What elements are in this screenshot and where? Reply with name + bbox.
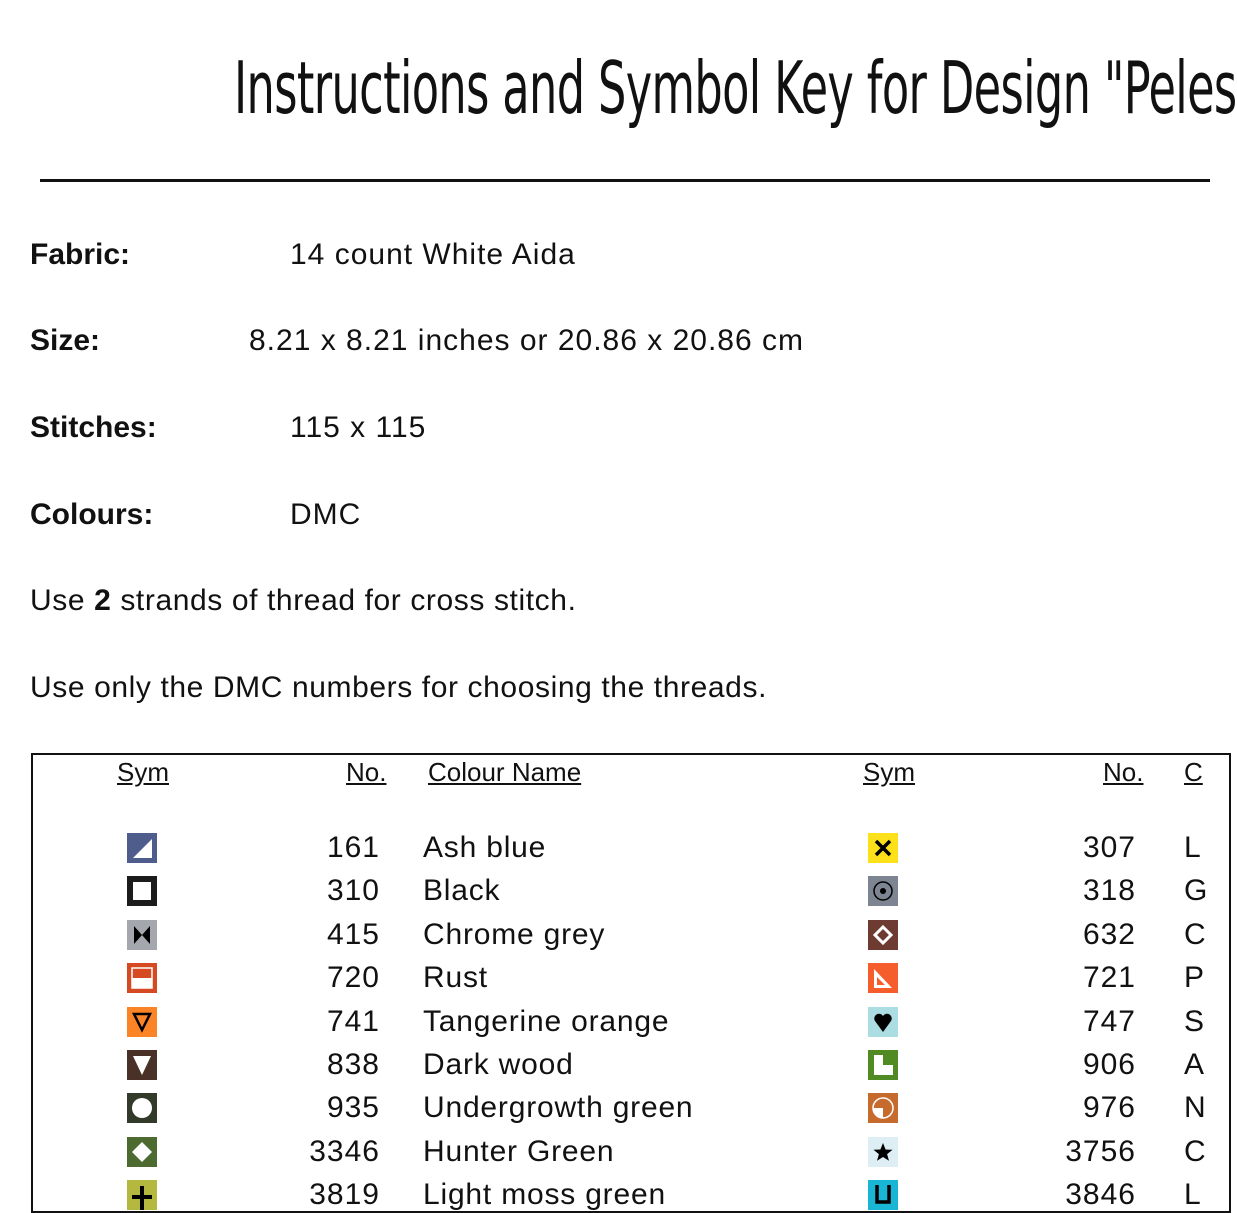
colour-name: Hunter Green	[423, 1134, 615, 1168]
colour-name: Chrome grey	[423, 917, 606, 951]
strands-prefix: Use	[30, 584, 95, 617]
title-divider	[40, 179, 1210, 182]
quarter-circle-icon	[868, 1093, 898, 1123]
colour-name: N	[1184, 1091, 1207, 1125]
size-label: Size:	[30, 324, 101, 357]
colour-name: Undergrowth green	[423, 1091, 694, 1125]
heart-icon	[868, 1007, 898, 1037]
colour-name: G	[1184, 874, 1209, 908]
diamond-icon	[127, 1137, 157, 1167]
dmc-number: 3846	[1065, 1178, 1136, 1212]
colour-name: Black	[423, 874, 501, 908]
dot-circle-icon	[868, 876, 898, 906]
l-shape-icon	[868, 1050, 898, 1080]
dmc-number: 310	[326, 874, 380, 908]
dmc-number: 935	[326, 1091, 380, 1125]
dmc-number: 976	[1082, 1091, 1136, 1125]
header-sym-right: Sym	[863, 757, 915, 787]
header-colour-name-left: Colour Name	[428, 757, 582, 787]
colour-name: Tangerine orange	[423, 1004, 670, 1038]
dmc-number: 906	[1082, 1048, 1136, 1081]
stitches-value: 115 x 115	[290, 411, 427, 444]
header-colour-name-right: C	[1184, 757, 1203, 787]
colours-label: Colours:	[30, 498, 154, 531]
dmc-number: 161	[326, 831, 380, 864]
cross-icon	[868, 833, 898, 863]
dmc-number: 720	[326, 961, 380, 995]
half-triangle-icon	[127, 833, 157, 863]
diamond-outline-icon	[868, 920, 898, 950]
colour-name: C	[1184, 917, 1207, 951]
dmc-number: 721	[1082, 961, 1136, 995]
down-triangle-icon	[127, 1050, 157, 1080]
colour-name: Light moss green	[423, 1178, 666, 1212]
strands-suffix: strands of thread for cross stitch.	[111, 584, 577, 617]
open-square-icon	[127, 876, 157, 906]
plus-icon	[127, 1180, 157, 1210]
down-triangle-outline-icon	[127, 1007, 157, 1037]
bowtie-icon	[127, 920, 157, 950]
colours-value: DMC	[290, 498, 362, 531]
dmc-number: 632	[1082, 917, 1136, 951]
fabric-label: Fabric:	[30, 238, 131, 271]
page-title: Instructions and Symbol Key for Design "Peles	[234, 46, 1237, 130]
colour-name: L	[1184, 831, 1202, 864]
colour-name: C	[1184, 1134, 1207, 1168]
colour-name: A	[1184, 1048, 1205, 1081]
dmc-number: 415	[326, 917, 380, 951]
header-no-left: No.	[346, 757, 387, 787]
header-sym-left: Sym	[117, 757, 169, 787]
dmc-number: 3819	[309, 1178, 380, 1212]
dmc-number: 3346	[309, 1134, 380, 1168]
dmc-number: 318	[1082, 874, 1136, 908]
set-square-icon	[868, 963, 898, 993]
half-square-icon	[127, 963, 157, 993]
colour-name: S	[1184, 1004, 1205, 1038]
u-shape-icon	[868, 1180, 898, 1210]
dmc-number: 307	[1082, 831, 1136, 864]
dmc-number: 747	[1082, 1004, 1136, 1038]
colour-name: Ash blue	[423, 831, 547, 864]
colour-name: Dark wood	[423, 1048, 574, 1081]
colour-name: P	[1184, 961, 1205, 995]
dmc-number: 3756	[1065, 1134, 1136, 1168]
dmc-number: 838	[326, 1048, 380, 1081]
strands-instruction	[30, 584, 577, 618]
colour-name: Rust	[423, 961, 488, 995]
dmc-note: Use only the DMC numbers for choosing the threads.	[30, 671, 768, 704]
fabric-value: 14 count White Aida	[290, 238, 576, 271]
header-no-right: No.	[1103, 757, 1144, 787]
star-icon	[868, 1137, 898, 1167]
stitches-label: Stitches:	[30, 411, 157, 444]
strands-count: 2	[94, 584, 112, 617]
circle-icon	[127, 1093, 157, 1123]
size-value: 8.21 x 8.21 inches or 20.86 x 20.86 cm	[249, 324, 804, 357]
colour-name: L	[1184, 1178, 1202, 1212]
dmc-number: 741	[326, 1004, 380, 1038]
